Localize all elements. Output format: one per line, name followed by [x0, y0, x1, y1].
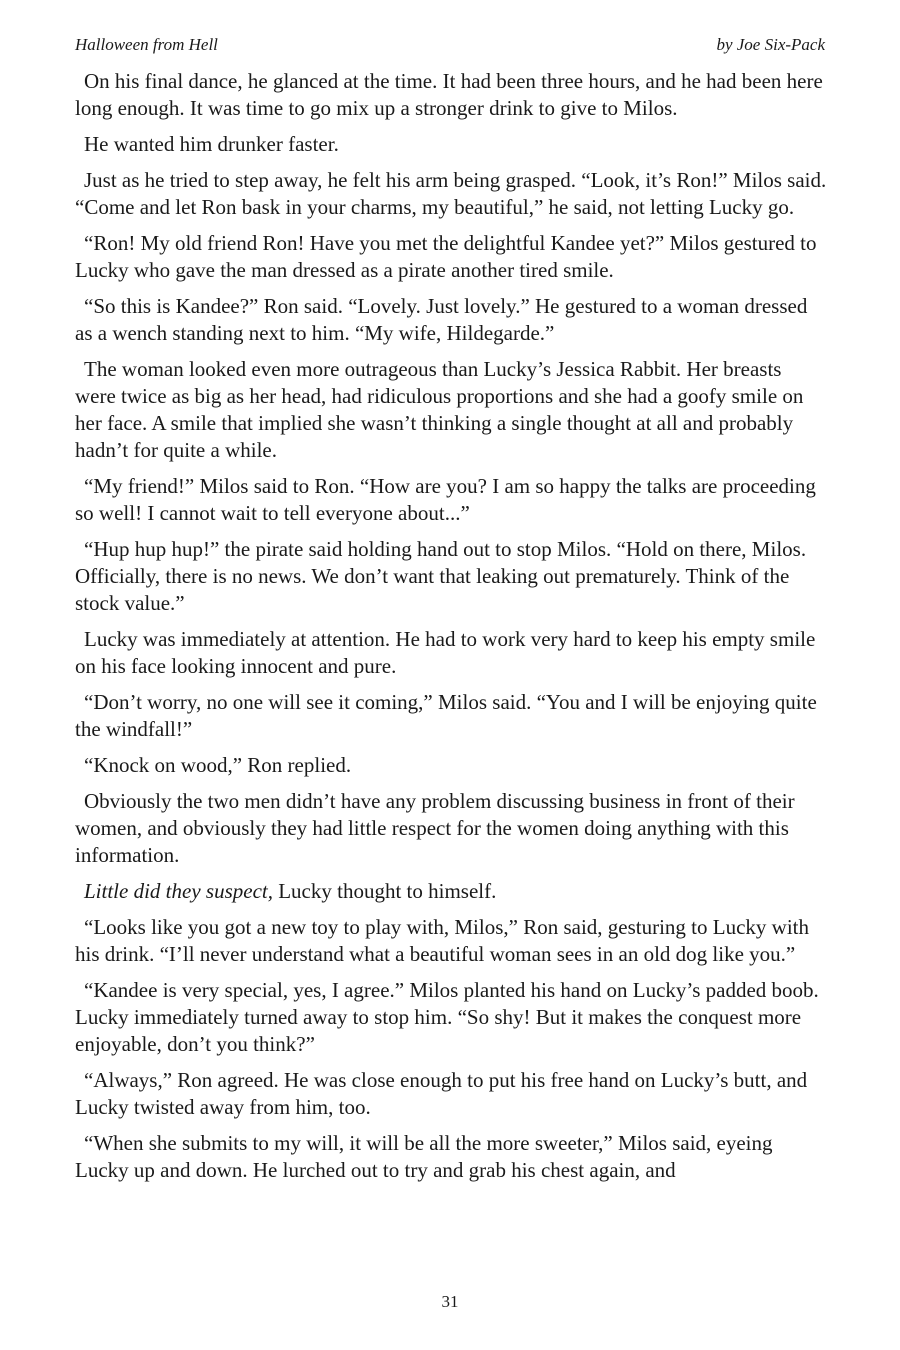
paragraph: “When she submits to my will, it will be all the more sweeter,” Milos said, eyeing Lucky up and down. He lurched out to try and grab his chest again, and [75, 1131, 773, 1182]
paragraph: “Don’t worry, no one will see it coming,” Milos said. “You and I will be enjoying quite the windfall!” [75, 690, 817, 741]
paragraph: “My friend!” Milos said to Ron. “How are you? I am so happy the talks are proceeding so well! I cannot wait to tell everyone about...” [75, 474, 816, 525]
paragraph: “So this is Kandee?” Ron said. “Lovely. Just lovely.” He gestured to a woman dressed as a wench standing next to him. “My wife, Hildegarde.” [75, 294, 808, 345]
paragraph: “Knock on wood,” Ron replied. [84, 753, 352, 777]
paragraph [75, 878, 827, 905]
paragraph: He wanted him drunker faster. [84, 132, 339, 156]
paragraph: “Always,” Ron agreed. He was close enough to put his free hand on Lucky’s butt, and Lucky twisted away from him, too. [75, 1068, 808, 1119]
paragraph: Obviously the two men didn’t have any problem discussing business in front of their women, and obviously they had little respect for the women doing anything with this information. [75, 789, 795, 867]
paragraph: The woman looked even more outrageous than Lucky’s Jessica Rabbit. Her breasts were twice as big as her head, had ridiculous proportions and she had a goofy smile on her face. A smile that implied she wasn’t thinking a single thought at all and probably hadn’t for quite a while. [75, 357, 804, 462]
paragraph: “Looks like you got a new toy to play with, Milos,” Ron said, gesturing to Lucky with his drink. “I’ll never understand what a beautiful woman sees in an old dog like you.” [75, 915, 810, 966]
paragraph: Just as he tried to step away, he felt his arm being grasped. “Look, it’s Ron!” Milos said. “Come and let Ron bask in your charms, my beautiful,” he said, not letting Lucky go. [75, 168, 827, 219]
book-title: Halloween from Hell [75, 35, 218, 54]
paragraph: “Hup hup hup!” the pirate said holding hand out to stop Milos. “Hold on there, Milos. Officially, there is no news. We don’t want that leaking out prematurely. Think of the stock value.” [75, 537, 807, 615]
page-body [75, 68, 827, 1193]
paragraph: “Kandee is very special, yes, I agree.” Milos planted his hand on Lucky’s padded boob. Lucky immediately turned away to stop him. “So shy! But it makes the conquest more enjoyable, don’t you think?” [75, 978, 819, 1056]
page-number: 31 [441, 1292, 459, 1311]
paragraph: Lucky was immediately at attention. He had to work very hard to keep his empty smile on his face looking innocent and pure. [75, 627, 816, 678]
paragraph: On his final dance, he glanced at the time. It had been three hours, and he had been here long enough. It was time to go mix up a stronger drink to give to Milos. [75, 69, 823, 120]
thought-attribution: Lucky thought to himself. [272, 879, 497, 903]
italic-thought: Little did they suspect, [84, 879, 273, 903]
author-name: by Joe Six-Pack [716, 35, 825, 54]
running-header [75, 35, 825, 59]
paragraph: “Ron! My old friend Ron! Have you met the delightful Kandee yet?” Milos gestured to Lucky who gave the man dressed as a pirate another tired smile. [75, 231, 817, 282]
